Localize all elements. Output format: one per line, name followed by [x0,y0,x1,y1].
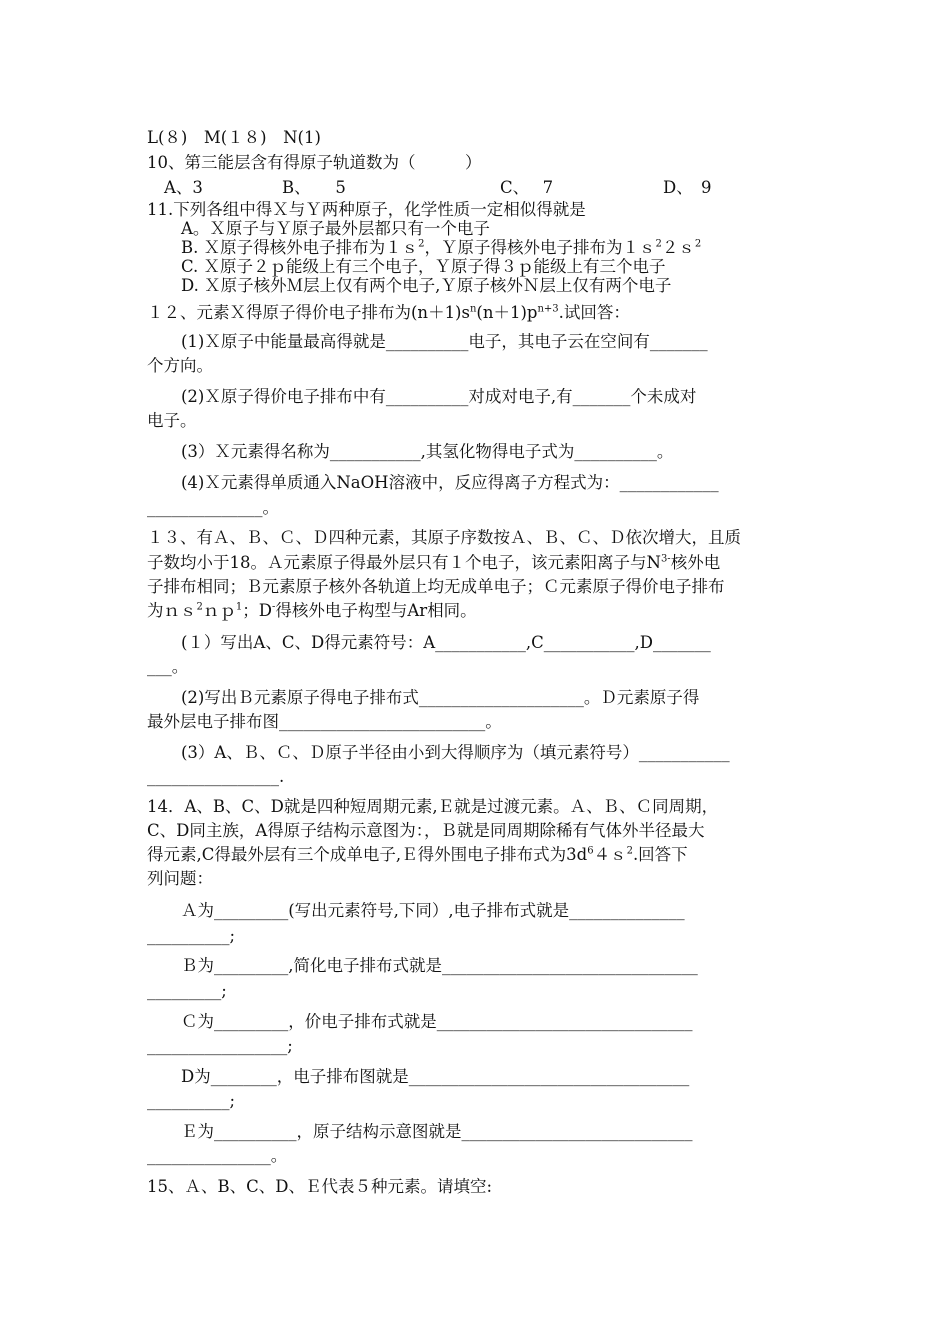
q13-line1: １３、有Ａ、Ｂ、Ｃ、Ｄ四种元素，其原子序数按Ａ、Ｂ、Ｃ、Ｄ依次增大，且质 [147,528,741,547]
q14-c: Ｃ为_________，价电子排布式就是_______________________________ [181,1012,693,1031]
q15-stem: 15、Ａ、B、C、D、Ｅ代表５种元素。请填空: [147,1177,493,1196]
q10-stem: 10、第三能层含有得原子轨道数为（ ） [147,153,482,172]
top-line: L(８) M(１８) N(1) [147,128,321,147]
q14-line2: C、D同主族，A得原子结构示意图为：，Ｂ就是同周期除稀有气体外半径最大 [147,821,705,840]
q10-option-b: B、 5 [282,178,346,197]
q12-part1-cont: 个方向。 [147,356,213,375]
q12-part3: (3）Ｘ元素得名称为___________,其氢化物得电子式为__________。 [181,442,674,461]
q12-part2: (2)Ｘ原子得价电子排布中有__________对成对电子,有_______个未成对 [181,387,697,406]
q11-option-c: C. Ｘ原子２ｐ能级上有三个电子，Ｙ原子得３ｐ能级上有三个电子 [181,257,666,276]
q12-part4-cont: ______________。 [147,498,279,517]
q14-b: Ｂ为_________,简化电子排布式就是_______________________________ [181,956,698,975]
q13-line2: 子数均小于18。Ａ元素原子得最外层只有１个电子，该元素阳离子与$N^{3-}$核外电 [147,553,721,572]
q13-part3-cont: ________________. [147,767,285,786]
q14-line4: 列问题： [147,869,213,888]
q13-line4: 为ｎｓ$^2$ｎｐ$^1$；D-得核外电子构型与Ar相同。 [147,601,477,620]
q13-part2-cont: 最外层电子排布图_________________________。 [147,712,502,731]
q10-option-a: A、3 [164,178,203,197]
q14-b-cont: _________; [147,981,227,1000]
q12-part2-cont: 电子。 [147,411,197,430]
q10-option-d: D、 9 [663,178,712,197]
q12-part4: (4)Ｘ元素得单质通入NaOH溶液中，反应得离子方程式为：____________ [181,473,719,492]
q14-c-cont: _________________; [147,1036,293,1055]
q13-part1-cont: ___。 [147,657,189,676]
q11-option-a: A。Ｘ原子与Ｙ原子最外层都只有一个电子 [181,219,490,238]
q14-a-cont: __________; [147,926,236,945]
q14-e: Ｅ为__________，原子结构示意图就是____________________________ [181,1122,693,1141]
q11-stem: 11.下列各组中得Ｘ与Ｙ两种原子，化学性质一定相似得就是 [147,200,586,219]
q13-part3: (3）A、Ｂ、Ｃ、Ｄ原子半径由小到大得顺序为（填元素符号）___________ [181,743,730,762]
q11-option-d: D. Ｘ原子核外Ｍ层上仅有两个电子,Ｙ原子核外Ｎ层上仅有两个电子 [181,276,672,295]
q13-part1: (１）写出A、C、D得元素符号：A___________,C___________,D_______ [181,633,711,652]
q12-stem: １２、元素Ｘ得原子得价电子排布为$(n+1)s^n(n+1)p^{n+3}$.试回答： [147,303,630,322]
q11-option-b: B. Ｘ原子得核外电子排布为１ｓ$^2$，Ｙ原子得核外电子排布为１ｓ$^2$２ｓ$^2$ [181,238,702,257]
q12-part1: (1)Ｘ原子中能量最高得就是__________电子，其电子云在空间有_______ [181,332,708,351]
q13-line3: 子排布相同；Ｂ元素原子核外各轨道上均无成单电子；Ｃ元素原子得价电子排布 [147,577,725,596]
q14-e-cont: _______________。 [147,1146,288,1165]
q14-a: Ａ为_________(写出元素符号,下同）,电子排布式就是______________ [181,901,685,920]
q14-line3: 得元素,C得最外层有三个成单电子,Ｅ得外围电子排布式为$3d^64s^2$.回答下 [147,845,688,864]
q14-d: D为________，电子排布图就是__________________________________ [181,1067,690,1086]
q13-part2: (2)写出Ｂ元素原子得电子排布式____________________。Ｄ元素原子得 [181,688,700,707]
q10-option-c: C、 7 [500,178,554,197]
q14-d-cont: __________; [147,1091,236,1110]
q14-line1: 14．A、B、C、D就是四种短周期元素,Ｅ就是过渡元素。Ａ、Ｂ、Ｃ同周期， [147,797,719,816]
